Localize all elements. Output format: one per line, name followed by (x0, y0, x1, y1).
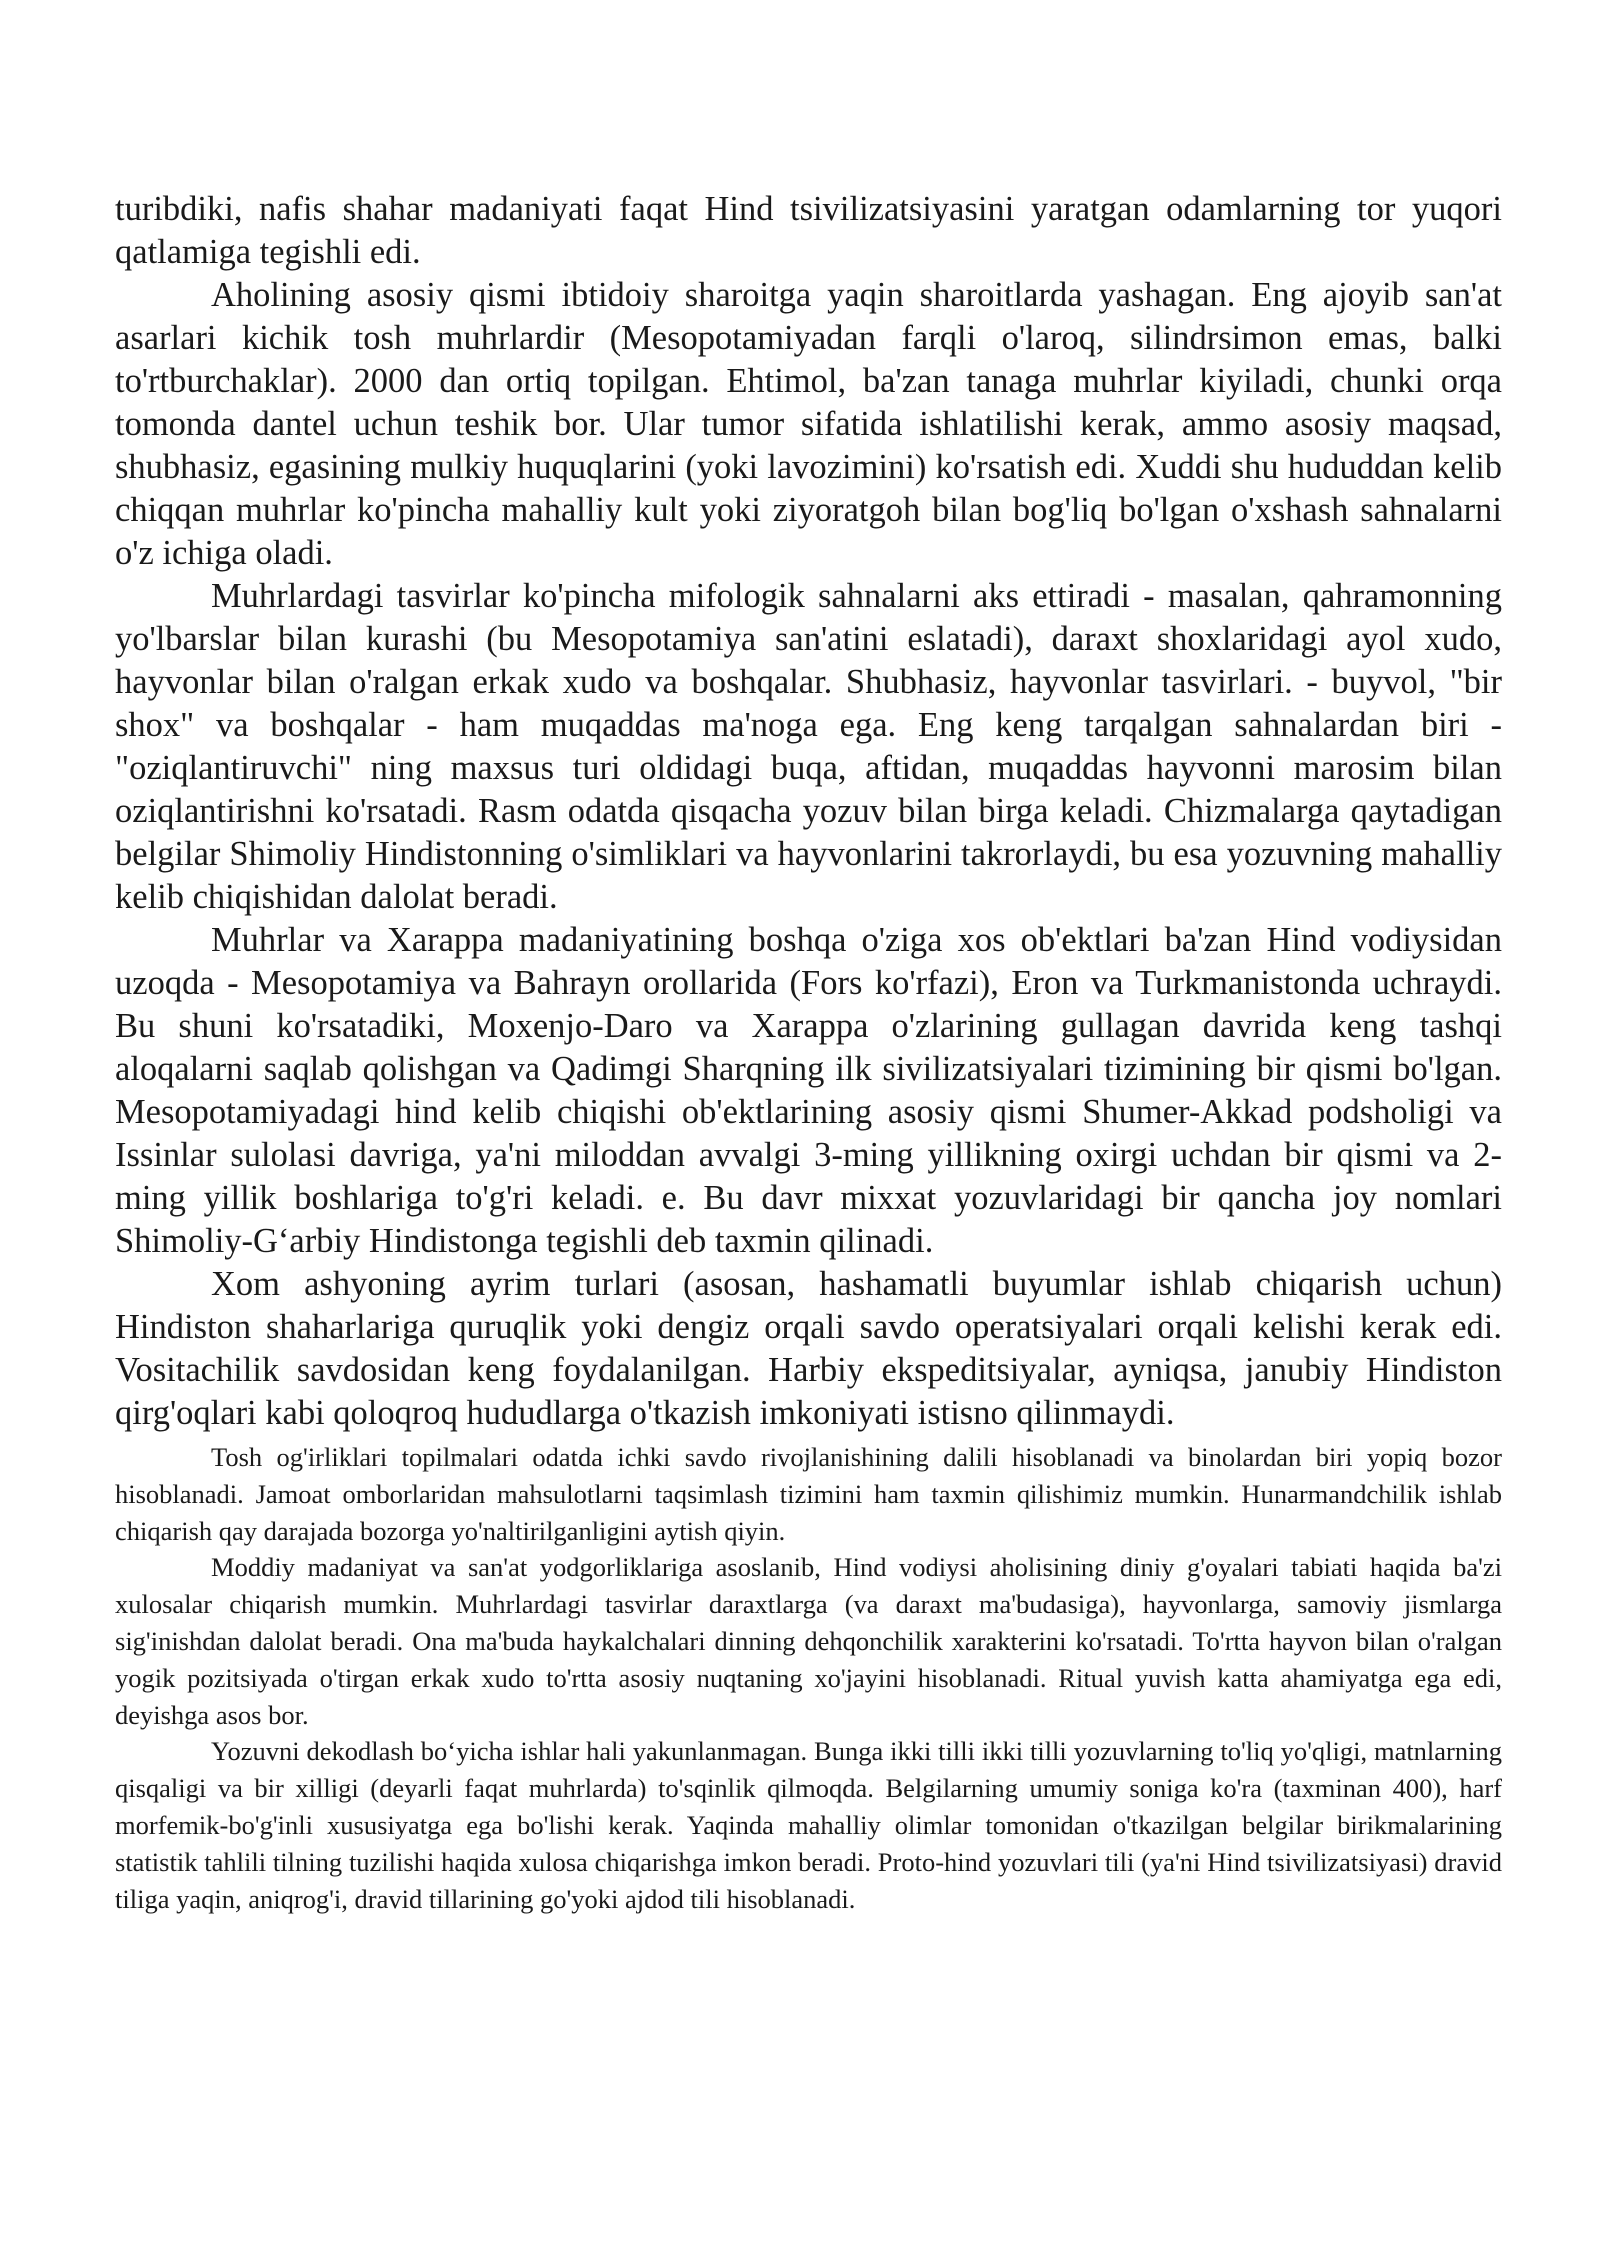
paragraph-seal-images: Muhrlardagi tasvirlar ko'pincha mifologik sahnalarni aks ettiradi - masalan, qahramonning yo'lbarslar bilan kurashi (bu Mesopotamiya san'atini eslatadi), daraxt shoxlaridagi ayol xudo, hayvonlar bilan o'ralgan erkak xudo va boshqalar. Shubhasiz, hayvonlar tasvirlari. - buyvol, "bir shox" va boshqalar - ham muqaddas ma'noga ega. Eng keng tarqalgan sahnalardan biri - "oziqlantiruvchi" ning maxsus turi oldidagi buqa, aftidan, muqaddas hayvonni marosim bilan oziqlantirishni ko'rsatadi. Rasm odatda qisqacha yozuv bilan birga keladi. Chizmalarga qaytadigan belgilar Shimoliy Hindistonning o'simliklari va hayvonlarini takrorlaydi, bu esa yozuvning mahalliy kelib chiqishidan dalolat beradi. (115, 577, 1502, 916)
paragraph-continuation: turibdiki, nafis shahar madaniyati faqat Hind tsivilizatsiyasini yaratgan odamlarning tor yuqori qatlamiga tegishli edi. (115, 190, 1502, 271)
paragraph-raw-materials: Xom ashyoning ayrim turlari (asosan, hashamatli buyumlar ishlab chiqarish uchun) Hindiston shaharlariga quruqlik yoki dengiz orqali savdo operatsiyalari orqali kelishi kerak edi. Vositachilik savdosidan keng foydalanilgan. Harbiy ekspeditsiyalar, ayniqsa, janubiy Hindiston qirg'oqlari kabi qoloqroq hududlarga o'tkazish imkoniyati istisno qilinmaydi. (115, 1265, 1502, 1432)
paragraph-external-contacts: Muhrlar va Xarappa madaniyatining boshqa o'ziga xos ob'ektlari ba'zan Hind vodiysidan uzoqda - Mesopotamiya va Bahrayn orollarida (Fors ko'rfazi), Eron va Turkmanistonda uchraydi. Bu shuni ko'rsatadiki, Moxenjo-Daro va Xarappa o'zlarining gullagan davrida keng tashqi aloqalarni saqlab qolishgan va Qadimgi Sharqning ilk sivilizatsiyalari tizimining bir qismi bo'lgan. Mesopotamiyadagi hind kelib chiqishi ob'ektlarining asosiy qismi Shumer-Akkad podsholigi va Issinlar sulolasi davriga, ya'ni miloddan avvalgi 3-ming yillikning oxirgi uchdan bir qismi va 2-ming yillik boshlariga to'g'ri keladi. e. Bu davr mixxat yozuvlaridagi bir qancha joy nomlari Shimoliy-G‘arbiy Hindistonga tegishli deb taxmin qilinadi. (115, 921, 1502, 1260)
paragraph-internal-trade: Tosh og'irliklari topilmalari odatda ichki savdo rivojlanishining dalili hisoblanadi va binolardan biri yopiq bozor hisoblanadi. Jamoat omborlaridan mahsulotlarni taqsimlash tizimini ham taxmin qilishimiz mumkin. Hunarmandchilik ishlab chiqarish qay darajada bozorga yo'naltirilganligini aytish qiyin. (115, 1442, 1502, 1546)
paragraph-seals: Aholining asosiy qismi ibtidoiy sharoitga yaqin sharoitlarda yashagan. Eng ajoyib san'at asarlari kichik tosh muhrlardir (Mesopotamiyadan farqli o'laroq, silindrsimon emas, balki to'rtburchaklar). 2000 dan ortiq topilgan. Ehtimol, ba'zan tanaga muhrlar kiyiladi, chunki orqa tomonda dantel uchun teshik bor. Ular tumor sifatida ishlatilishi kerak, ammo asosiy maqsad, shubhasiz, egasining mulkiy huquqlarini (yoki lavozimini) ko'rsatish edi. Xuddi shu hududdan kelib chiqqan muhrlar ko'pincha mahalliy kult yoki ziyoratgoh bilan bog'liq bo'lgan o'xshash sahnalarni o'z ichiga oladi. (115, 276, 1502, 572)
paragraph-script-decoding: Yozuvni dekodlash bo‘yicha ishlar hali yakunlanmagan. Bunga ikki tilli ikki tilli yozuvlarning to'liq yo'qligi, matnlarning qisqaligi va bir xilligi (deyarli faqat muhrlarda) to'sqinlik qilmoqda. Belgilarning umumiy soniga ko'ra (taxminan 400), harf morfemik-bo'g'inli xususiyatga ega bo'lishi kerak. Yaqinda mahalliy olimlar tomonidan o'tkazilgan belgilar birikmalarining statistik tahlili tilning tuzilishi haqida xulosa chiqarishga imkon beradi. Proto-hind yozuvlari tili (ya'ni Hind tsivilizatsiyasi) dravid tiliga yaqin, aniqrog'i, dravid tillarining go'yoki ajdod tili hisoblanadi. (115, 1736, 1502, 1914)
document-page (115, 188, 1502, 1917)
paragraph-religion: Moddiy madaniyat va san'at yodgorliklariga asoslanib, Hind vodiysi aholisining diniy g'oyalari tabiati haqida ba'zi xulosalar chiqarish mumkin. Muhrlardagi tasvirlar daraxtlarga (va daraxt ma'budasiga), hayvonlarga, samoviy jismlarga sig'inishdan dalolat beradi. Ona ma'buda haykalchalari dinning dehqonchilik xarakterini ko'rsatadi. To'rtta hayvon bilan o'ralgan yogik pozitsiyada o'tirgan erkak xudo to'rtta asosiy nuqtaning xo'jayini hisoblanadi. Ritual yuvish katta ahamiyatga ega edi, deyishga asos bor. (115, 1552, 1502, 1730)
